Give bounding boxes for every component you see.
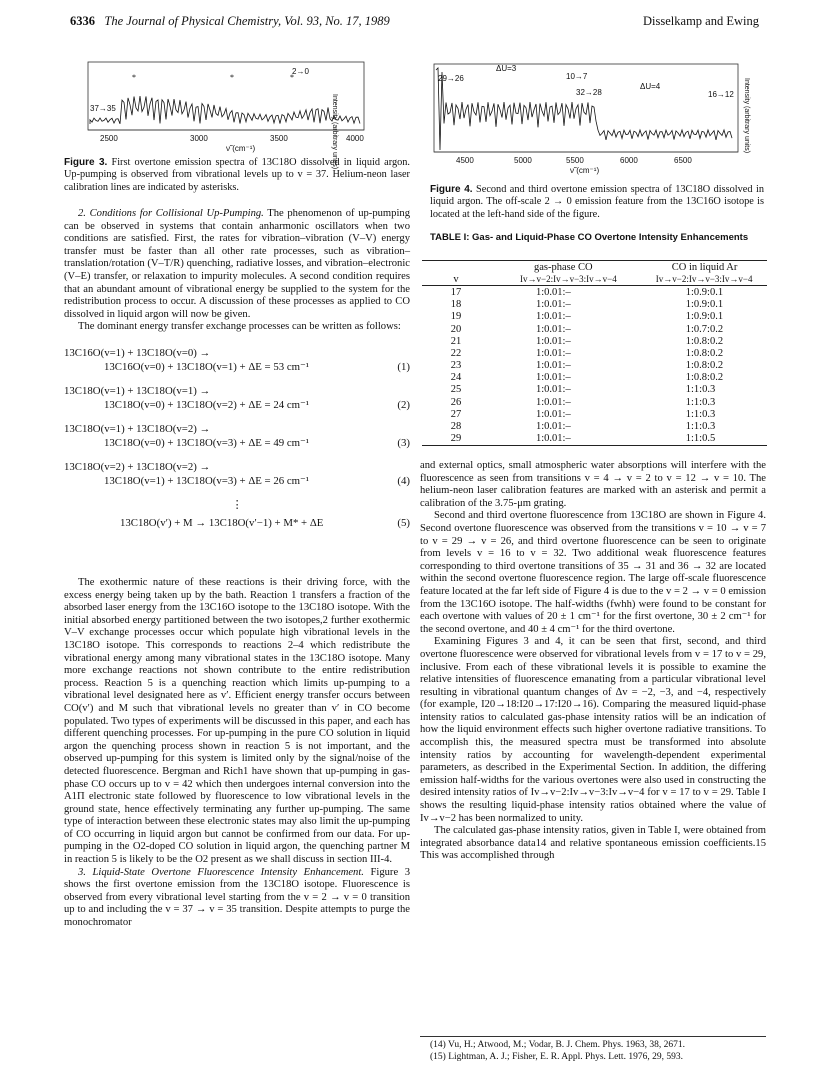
- tick-3000: 3000: [190, 134, 208, 143]
- row-liq: 1:1:0.3: [685, 408, 716, 420]
- annotation-10-7: 10→7: [566, 72, 588, 81]
- tick-3500: 3500: [270, 134, 288, 143]
- table-row: [422, 433, 767, 446]
- tick-6500: 6500: [674, 156, 692, 165]
- table-row: [422, 323, 767, 335]
- footnote-14: (14) Vu, H.; Atwood, M.; Vodar, B. J. Chem. Phys. 1963, 38, 2671.: [430, 1040, 686, 1050]
- row-v: 29: [422, 433, 490, 446]
- section-heading-3: 3. Liquid-State Overtone Fluorescence Intensity Enhancement.: [78, 866, 364, 878]
- footnote-rule: [420, 1036, 766, 1037]
- reaction-block: [64, 346, 410, 532]
- row-liq: 1:0.8:0.2: [685, 347, 724, 359]
- table-row: [422, 384, 767, 396]
- page-number: 6336: [70, 14, 95, 28]
- row-liq: 1:0.7:0.2: [685, 323, 724, 335]
- figure-3-label: Figure 3.: [64, 157, 108, 168]
- left-column: [64, 208, 410, 334]
- reaction-3: 13C18O(v=1) + 13C18O(v=2) → 13C18O(v=0) + 13C18O(v=3) + ΔE = 49 cm⁻¹ (3): [64, 423, 410, 449]
- row-liq: 1:0.9:0.1: [685, 286, 724, 298]
- annotation-32-28: 32→28: [576, 88, 602, 97]
- table-1: [422, 260, 767, 446]
- row-gas: 1:0.01:–: [536, 286, 571, 298]
- tick-4000: 4000: [346, 134, 364, 143]
- row-liq: 1:0.8:0.2: [685, 335, 724, 347]
- table-row: [422, 335, 767, 347]
- row-v: 18: [450, 299, 462, 311]
- asterisk-1: *: [132, 73, 136, 82]
- figure-4: [428, 58, 758, 178]
- table-row: [422, 347, 767, 359]
- left-column-lower: [64, 577, 410, 930]
- annotation-delta-v4: ΔU=4: [640, 82, 661, 91]
- row-gas: 1:0.01:–: [536, 384, 571, 396]
- row-liq: 1:0.8:0.2: [685, 372, 724, 384]
- reaction-2: 13C18O(v=1) + 13C18O(v=1) → 13C18O(v=0) + 13C18O(v=2) + ΔE = 24 cm⁻¹ (2): [64, 385, 410, 411]
- vdots: ⋮: [231, 499, 243, 511]
- annotation-29-26: 29→26: [438, 74, 464, 83]
- row-liq: 1:0.9:0.1: [685, 299, 724, 311]
- table-row: [422, 360, 767, 372]
- figure-3-caption: [64, 157, 410, 194]
- table-row: [422, 420, 767, 432]
- row-v: 23: [450, 360, 462, 372]
- row-gas: 1:0.01:–: [536, 311, 571, 323]
- para-external-optics: and external optics, small atmospheric water absorptions will interfere with the fluorescence as seen from transitions v = 4 → v = 2 to v = 12 → v = 10. The helium-neon laser calibration features are marked with an asterisk and permit a calibration of the 3.75-μm grating.: [420, 460, 766, 509]
- row-liq: 1:1:0.3: [685, 396, 716, 408]
- figure-4-xlabel: ν̃ (cm⁻¹): [570, 166, 600, 175]
- row-gas: 1:0.01:–: [536, 299, 571, 311]
- para-exothermic: The exothermic nature of these reactions is their driving force, with the excess energy being taken up by the bath. Reaction 1 transfers a fraction of the absorbed laser energy from the 13C16O isotope to the 13C18O isotope. With the initial absorbed energy partitioned between the two isotopes,2 further exothermic V–V exchange processes occur which populate high vibrational levels in the 13C18O isotope. This corresponds to reactions 2–4 which redistribute the vibrational energy among many vibrational states in the 13C18O isotope. Many more exchange reactions not shown contribute to the entire redistribution process. Reaction 5 is a quenching reaction which limits up-pumping to a vibrational level designated here as v′. Efficient energy transfer occurs between CO(v′) and M such that vibrational levels no greater than v′ in CO become populated. Two types of experiments will be discussed in this paper, and each has different quenching processes. For up-pumping in the pure CO solution in liquid argon the quenching process shown in reaction 5 is not important, and the observed up-pumping for this system is limited only by the signal/noise of the detected fluorescence. Bergman and Rich1 have shown that up-pumping in gas-phase CO occurs up to v = 42 which then undergoes internal conversion into the A1Π electronic state followed by fluorescence to low vibrational levels in the ground state, hence effectively terminating any further up-pumping. The same type of interaction between these electronic states may also limit the up-pumping of CO occurring in liquid argon but cannot be confirmed from our data. For up-pumping in the O2-doped CO solution in liquid argon, the quenching partner M in reaction 5 is likely to be the O2 present as we shall discuss in section III-4.: [64, 577, 410, 866]
- figure-4-spectrum: [428, 58, 758, 178]
- para-examining: Examining Figures 3 and 4, it can be seen that first, second, and third overtone fluorescence were observed for vibrational levels from v = 17 to v = 29, inclusive. From each of these vibrational levels it is possible to examine the relative intensities of fluorescence emanating from a particular vibrational level resulting in vibrational quantum changes of Δv = −2, −3, and −4, respectively (for example, I20→18:I20→17:I20→16). Comparing the measured liquid-phase intensity ratios to calculated gas-phase intensity ratios will be an indication of how the liquid environment effects such higher overtone radiative transitions. To accomplish this, the measured spectra must be transformed into absolute intensity ratios by accounting for wavelength-dependent experimental parameters, as described in the Experimental Section. In addition, the differing emission half-widths for the various overtones were also used in constructing the desired intensity ratios of Iv→v−2:Iv→v−3:Iv→v−4 for v = 17 to v = 29. Table I shows the resulting liquid-phase intensity ratios obtained where the value of Iv→v−2 has been normalized to unity.: [420, 636, 766, 824]
- figure-3-caption-text: First overtone emission spectra of 13C18O dissolved in liquid argon. Up-pumping is observed from vibrational levels up to v = 37. Helium-neon laser calibration lines are indicated by asterisks.: [64, 157, 410, 193]
- asterisk-3: *: [290, 73, 294, 82]
- footnotes: [430, 1040, 770, 1063]
- row-gas: 1:0.01:–: [536, 335, 571, 347]
- annotation-delta-v3: ΔU=3: [496, 64, 517, 73]
- figure-4-caption-text: Second and third overtone emission spectra of 13C18O dissolved in liquid argon. The off-scale 2 → 0 emission feature from the 13C16O isotope is located at the left-hand side of the figure.: [430, 184, 764, 220]
- table-row: [422, 311, 767, 323]
- tick-5500: 5500: [566, 156, 584, 165]
- tick-4500: 4500: [456, 156, 474, 165]
- row-liq: 1:0.9:0.1: [685, 311, 724, 323]
- row-gas: 1:0.01:–: [490, 433, 632, 446]
- asterisk-2: *: [230, 73, 234, 82]
- col-liq-header: CO in liquid Ar: [632, 261, 767, 274]
- row-v: 24: [450, 372, 462, 384]
- tick-2500: 2500: [100, 134, 118, 143]
- journal-citation: The Journal of Physical Chemistry, Vol. 93, No. 17, 1989: [104, 14, 390, 28]
- row-gas: 1:0.01:–: [536, 408, 571, 420]
- figure-3-ylabel: Intensity (arbitrary units): [331, 94, 338, 170]
- col-gas-header: gas-phase CO: [490, 261, 632, 274]
- para-figure3: Figure 3 shows the first overtone emission from the 13C18O isotope. Fluorescence is observed from every vibrational level starting from the v = 2 → v = 0 transition up to and including the v = 37 → v = 35 transition. Despite attempts to purge the monochromator: [64, 866, 411, 929]
- row-liq: 1:1:0.3: [685, 384, 716, 396]
- row-v: 20: [450, 323, 462, 335]
- para-calculated: The calculated gas-phase intensity ratios, given in Table I, were obtained from integrated absorbance data14 and relative spontaneous emission coefficients.15 This was accomplished through: [420, 825, 766, 862]
- annotation-37-35: 37→35: [90, 104, 116, 113]
- row-v: 21: [450, 335, 462, 347]
- row-gas: 1:0.01:–: [536, 396, 571, 408]
- reaction-1: 13C16O(v=1) + 13C18O(v=0) → 13C16O(v=0) + 13C18O(v=1) + ΔE = 53 cm⁻¹ (1): [64, 347, 410, 373]
- row-liq: 1:0.8:0.2: [685, 360, 724, 372]
- row-gas: 1:0.01:–: [536, 347, 571, 359]
- row-v: 28: [450, 421, 462, 433]
- tick-6000: 6000: [620, 156, 638, 165]
- row-liq: 1:1:0.5: [632, 433, 767, 446]
- figure-4-label: Figure 4.: [430, 184, 473, 195]
- section-heading-2: 2. Conditions for Collisional Up-Pumping.: [78, 208, 264, 219]
- row-gas: 1:0.01:–: [536, 323, 571, 335]
- table-row: [422, 408, 767, 420]
- row-v: 17: [450, 286, 462, 298]
- row-gas: 1:0.01:–: [536, 360, 571, 372]
- annotation-16-12: 16→12: [708, 90, 734, 99]
- annotation-2-0: 2→0: [292, 67, 309, 76]
- row-v: 19: [450, 311, 462, 323]
- table-row: [422, 372, 767, 384]
- reaction-4: 13C18O(v=2) + 13C18O(v=2) → 13C18O(v=1) + 13C18O(v=3) + ΔE = 26 cm⁻¹ (4): [64, 461, 410, 487]
- header-authors: Disselkamp and Ewing: [643, 14, 759, 28]
- table-row: [422, 396, 767, 408]
- footnote-15: (15) Lightman, A. J.; Fisher, E. R. Appl. Phys. Lett. 1976, 29, 593.: [430, 1051, 683, 1062]
- right-column: [420, 460, 766, 863]
- row-v: 27: [450, 408, 462, 420]
- table-row: [422, 299, 767, 311]
- row-gas: 1:0.01:–: [536, 421, 571, 433]
- para-second-third-overtone: Second and third overtone fluorescence from 13C18O are shown in Figure 4. Second overtone fluorescence was observed from the transitions v = 10 → v = 7 to v = 29 → v = 26, and third overtone fluorescence can be seen to originate from levels v = 16 to v = 32. Two additional weak fluorescence features corresponding to third overtone transitions of 35 → 31 and 36 → 32 are located within the second overtone fluorescence region. The large off-scale fluorescence feature located at the far left side of Figure 4 is due to the v = 2 → v = 0 emission from the 13C16O isotope. The half-widths (fwhh) were found to be constant for each overtone with values of 20 ± 1 cm⁻¹ for the first overtone, 30 ± 2 cm⁻¹ for the second overtone, and 40 ± 4 cm⁻¹ for the third overtone.: [420, 510, 766, 635]
- figure-3-xlabel: ν̃ (cm⁻¹): [226, 144, 256, 153]
- row-liq: 1:1:0.3: [685, 421, 716, 433]
- tick-5000: 5000: [514, 156, 532, 165]
- reaction-5: 13C18O(v′) + M → 13C18O(v′−1) + M* + ΔE (5): [120, 517, 410, 529]
- para-exchange: The dominant energy transfer exchange processes can be written as follows:: [78, 321, 401, 333]
- table-1-title: TABLE I: Gas- and Liquid-Phase CO Overtone Intensity Enhancements: [430, 232, 749, 243]
- row-gas: 1:0.01:–: [536, 372, 571, 384]
- figure-4-caption: [430, 184, 764, 221]
- row-v: 26: [450, 396, 462, 408]
- col-liq-sub: Iv→v−2:Iv→v−3:Iv→v−4: [632, 273, 767, 286]
- row-v: 22: [450, 347, 462, 359]
- table-row: [422, 286, 767, 299]
- row-v: 25: [450, 384, 462, 396]
- col-v-blank: [422, 261, 490, 274]
- para-conditions: The phenomenon of up-pumping can be observed in systems that contain anharmonic oscillators when two conditions are satisfied. First, the rates for vibration–vibration (V–V) energy transfer must be faster than all other rate processes, such as vibration–translation/rotation (V–T/R) quenching, radiative losses, and vibration–electronic (V–E) transfer, or relaxation to impurity molecules. A second condition requires that an abundant amount of vibrational energy be supplied to the system for the redistribution process to occur. A discussion of these processes as applied to CO dissolved in liquid argon will now be given.: [64, 208, 410, 320]
- col-v-header: v: [422, 273, 490, 286]
- running-header: [70, 14, 390, 29]
- col-gas-sub: Iv→v−2:Iv→v−3:Iv→v−4: [490, 273, 632, 286]
- figure-4-ylabel: Intensity (arbitrary units): [743, 78, 750, 154]
